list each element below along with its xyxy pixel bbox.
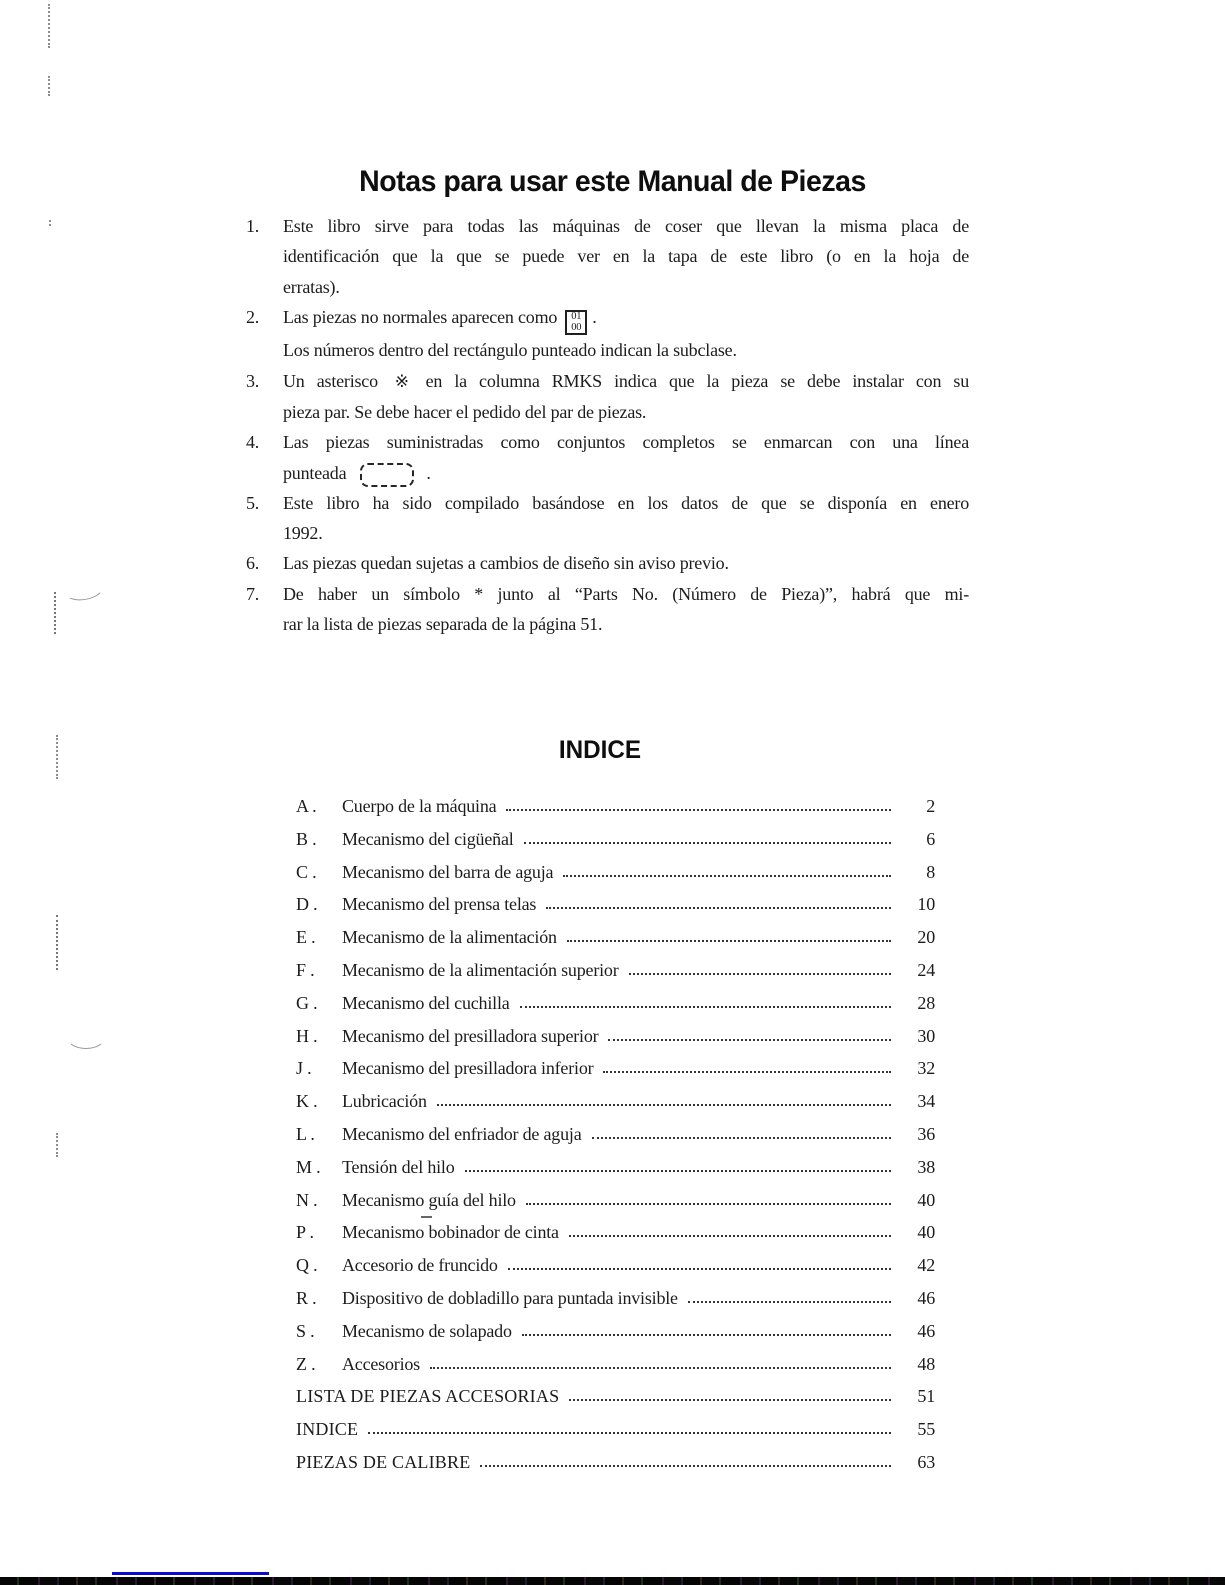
dot-leader — [465, 1170, 891, 1172]
note-number — [246, 518, 283, 548]
reference-mark-symbol: ※ — [386, 371, 417, 392]
bottom-scan-bar — [0, 1577, 1225, 1585]
index-entry-title: Mecanismo del presilladora inferior — [342, 1058, 594, 1079]
note-text: rar la lista de piezas separada de la página 51. — [283, 614, 603, 635]
scan-artifact-dots — [54, 592, 56, 634]
note-number: 1. — [246, 216, 260, 236]
note-text-segment: . — [592, 306, 597, 327]
index-entry-page: 48 — [917, 1353, 935, 1374]
dot-leader — [522, 1334, 891, 1336]
notes-list — [246, 211, 970, 639]
note-number — [246, 609, 283, 639]
index-row — [296, 1215, 935, 1248]
index-row — [296, 789, 935, 822]
note-text — [283, 302, 969, 336]
index-heading: INDICE — [558, 735, 642, 764]
note-number: 4. — [246, 432, 260, 453]
index-row — [296, 1084, 935, 1117]
index-entry-page: 40 — [917, 1222, 935, 1243]
note-number: 5. — [246, 492, 260, 513]
note-number: 2. — [246, 306, 260, 327]
note-number — [246, 335, 283, 365]
index-entry-letter: Z . — [296, 1353, 316, 1374]
index-entry-letter: C . — [296, 861, 317, 882]
index-entry-title: Cuerpo de la máquina — [342, 796, 497, 816]
page-title: Notas para usar este Manual de Piezas — [359, 165, 866, 199]
index-list — [296, 789, 935, 1478]
note-number — [246, 397, 283, 427]
scan-artifact-dots — [56, 1133, 58, 1157]
blue-underline-artifact — [112, 1572, 269, 1575]
index-entry-page: 8 — [926, 861, 935, 882]
note-text-segment: en la columna RMKS indica que la pieza se debe instalar con su — [425, 370, 969, 391]
index-entry-letter: G . — [296, 992, 318, 1013]
index-entry-page: 46 — [917, 1320, 935, 1341]
dot-leader — [629, 973, 891, 975]
index-entry-page: 40 — [917, 1189, 935, 1210]
index-entry-page: 30 — [917, 1025, 935, 1046]
index-row — [296, 1117, 935, 1150]
note-text: De haber un símbolo * junto al “Parts No. (Número de Pieza)”, habrá que mi- — [283, 583, 969, 604]
index-entry-letter: E . — [296, 927, 316, 948]
index-entry-letter: L . — [296, 1123, 315, 1144]
dot-leader — [368, 1432, 891, 1434]
index-entry-page: 6 — [926, 828, 935, 849]
index-row — [296, 822, 935, 855]
note-text — [283, 458, 969, 488]
note-number — [246, 458, 283, 488]
index-entry-title: Accesorios — [342, 1353, 420, 1374]
scan-artifact-dash — [421, 1216, 432, 1218]
dot-leader — [526, 1203, 891, 1205]
dot-leader — [603, 1071, 891, 1073]
dot-leader — [546, 907, 891, 909]
index-row — [296, 1183, 935, 1216]
index-entry-letter: J . — [296, 1058, 312, 1079]
note-text — [283, 366, 969, 397]
index-entry-letter: B . — [296, 828, 317, 849]
note-line — [246, 397, 970, 427]
scan-artifact-dots — [49, 220, 51, 226]
note-text: Este libro ha sido compilado basándose en los datos de que se disponía en enero — [283, 492, 969, 513]
dot-leader — [567, 940, 891, 942]
index-entry-page: 28 — [917, 992, 935, 1013]
note-line — [246, 458, 970, 488]
note-text: identificación que la que se puede ver en la tapa de este libro (o en la hoja de — [283, 246, 969, 267]
index-row — [296, 1412, 935, 1445]
index-row — [296, 1019, 935, 1052]
dot-leader — [437, 1104, 891, 1106]
index-entry-letter: H . — [296, 1025, 318, 1046]
index-row — [296, 887, 935, 920]
note-text-segment: . — [426, 462, 431, 483]
index-entry-title: Lubricación — [342, 1091, 427, 1112]
note-line — [246, 579, 970, 609]
index-entry-title: Mecanismo del barra de aguja — [342, 861, 554, 882]
index-entry-page: 51 — [917, 1386, 935, 1407]
dot-leader — [480, 1465, 891, 1467]
index-entry-page: 24 — [917, 959, 935, 980]
index-entry-title: INDICE — [296, 1419, 359, 1440]
note-line — [246, 211, 970, 241]
index-entry-letter: P . — [296, 1222, 314, 1243]
index-entry-page: 42 — [917, 1255, 935, 1276]
note-line — [246, 366, 970, 397]
index-entry-letter: F . — [296, 959, 315, 980]
index-entry-page: 32 — [917, 1058, 935, 1079]
index-entry-letter: N . — [296, 1189, 318, 1210]
note-line — [246, 518, 970, 548]
dot-leader — [524, 842, 891, 844]
note-text-segment: Un asterisco — [283, 370, 378, 391]
note-line — [246, 241, 970, 271]
index-entry-title: Mecanismo de la alimentación — [342, 927, 557, 948]
index-entry-title: Mecanismo del prensa telas — [342, 894, 537, 915]
index-entry-title: Dispositivo de dobladillo para puntada invisible — [342, 1287, 678, 1308]
index-row — [296, 1347, 935, 1380]
dot-leader — [563, 875, 891, 877]
scan-artifact-dots — [48, 76, 50, 96]
index-row — [296, 1314, 935, 1347]
index-entry-letter: M . — [296, 1156, 321, 1177]
dashed-box-symbol — [360, 463, 414, 487]
note-text: Las piezas quedan sujetas a cambios de diseño sin aviso previo. — [283, 553, 729, 574]
index-entry-letter: R . — [296, 1287, 317, 1308]
index-entry-letter: Q . — [296, 1255, 318, 1276]
index-entry-letter: K . — [296, 1091, 318, 1112]
index-entry-title: Mecanismo de la alimentación superior — [342, 959, 619, 980]
note-line — [246, 609, 970, 639]
scan-artifact-curve — [66, 1023, 106, 1049]
dot-leader — [608, 1039, 891, 1041]
note-line — [246, 488, 970, 518]
index-entry-title: Mecanismo guía del hilo — [342, 1189, 516, 1210]
index-entry-page: 63 — [917, 1451, 935, 1472]
scan-artifact-dots — [56, 735, 58, 779]
note-text-segment: Las piezas no normales aparecen como — [283, 306, 558, 327]
index-row — [296, 1281, 935, 1314]
scan-artifact-dots — [48, 4, 50, 48]
dot-leader — [688, 1301, 891, 1303]
index-row — [296, 953, 935, 986]
index-entry-title: Mecanismo del enfriador de aguja — [342, 1123, 582, 1144]
note-number: 6. — [246, 553, 260, 574]
index-entry-page: 46 — [917, 1287, 935, 1308]
note-number — [246, 272, 283, 302]
note-number: 3. — [246, 370, 260, 391]
note-line — [246, 548, 970, 578]
index-entry-letter: S . — [296, 1320, 315, 1341]
index-row — [296, 1445, 935, 1478]
index-row — [296, 920, 935, 953]
index-entry-letter: D . — [296, 894, 318, 915]
index-entry-page: 34 — [917, 1091, 935, 1112]
index-entry-page: 2 — [926, 796, 935, 816]
note-text: pieza par. Se debe hacer el pedido del par de piezas. — [283, 401, 647, 422]
scan-artifact-dots — [56, 915, 58, 970]
note-line — [246, 427, 970, 457]
subclass-box-bottom: 00 — [571, 321, 582, 333]
note-text: Los números dentro del rectángulo punteado indican la subclase. — [283, 340, 737, 361]
dot-leader — [592, 1137, 891, 1139]
note-text: Las piezas suministradas como conjuntos completos se enmarcan con una línea — [283, 432, 969, 453]
dot-leader — [569, 1399, 891, 1401]
index-row — [296, 855, 935, 888]
note-text: Este libro sirve para todas las máquinas de coser que llevan la misma placa de — [283, 216, 969, 236]
index-entry-title: PIEZAS DE CALIBRE — [296, 1451, 471, 1472]
index-entry-letter: A . — [296, 796, 317, 816]
index-entry-page: 55 — [917, 1419, 935, 1440]
index-entry-title: Mecanismo del presilladora superior — [342, 1025, 599, 1046]
index-entry-title: Tensión del hilo — [342, 1156, 455, 1177]
index-row — [296, 1051, 935, 1084]
dot-leader — [520, 1006, 891, 1008]
index-row — [296, 1248, 935, 1281]
index-row — [296, 1379, 935, 1412]
dot-leader — [430, 1367, 891, 1369]
note-number — [246, 241, 283, 271]
index-row — [296, 986, 935, 1019]
index-entry-title: Accesorio de fruncido — [342, 1255, 498, 1276]
index-entry-page: 36 — [917, 1123, 935, 1144]
index-row — [296, 1150, 935, 1183]
index-entry-page: 10 — [917, 894, 935, 915]
note-text: erratas). — [283, 276, 340, 297]
subclass-box — [565, 310, 587, 335]
scan-artifact-curve — [62, 575, 105, 604]
note-line — [246, 272, 970, 302]
note-number: 7. — [246, 583, 260, 604]
index-entry-page: 20 — [917, 927, 935, 948]
index-entry-title: LISTA DE PIEZAS ACCESORIAS — [296, 1386, 560, 1407]
index-entry-title: Mecanismo bobinador de cinta — [342, 1222, 559, 1243]
dot-leader — [569, 1235, 891, 1237]
index-entry-title: Mecanismo del cuchilla — [342, 992, 510, 1013]
index-entry-title: Mecanismo del cigüeñal — [342, 828, 514, 849]
subclass-box-top: 01 — [571, 311, 582, 323]
dot-leader — [506, 809, 891, 811]
note-line — [246, 302, 970, 336]
note-line — [246, 335, 970, 365]
note-text-segment: punteada — [283, 462, 347, 483]
dot-leader — [508, 1268, 891, 1270]
note-text: 1992. — [283, 523, 323, 544]
index-entry-title: Mecanismo de solapado — [342, 1320, 512, 1341]
index-entry-page: 38 — [917, 1156, 935, 1177]
